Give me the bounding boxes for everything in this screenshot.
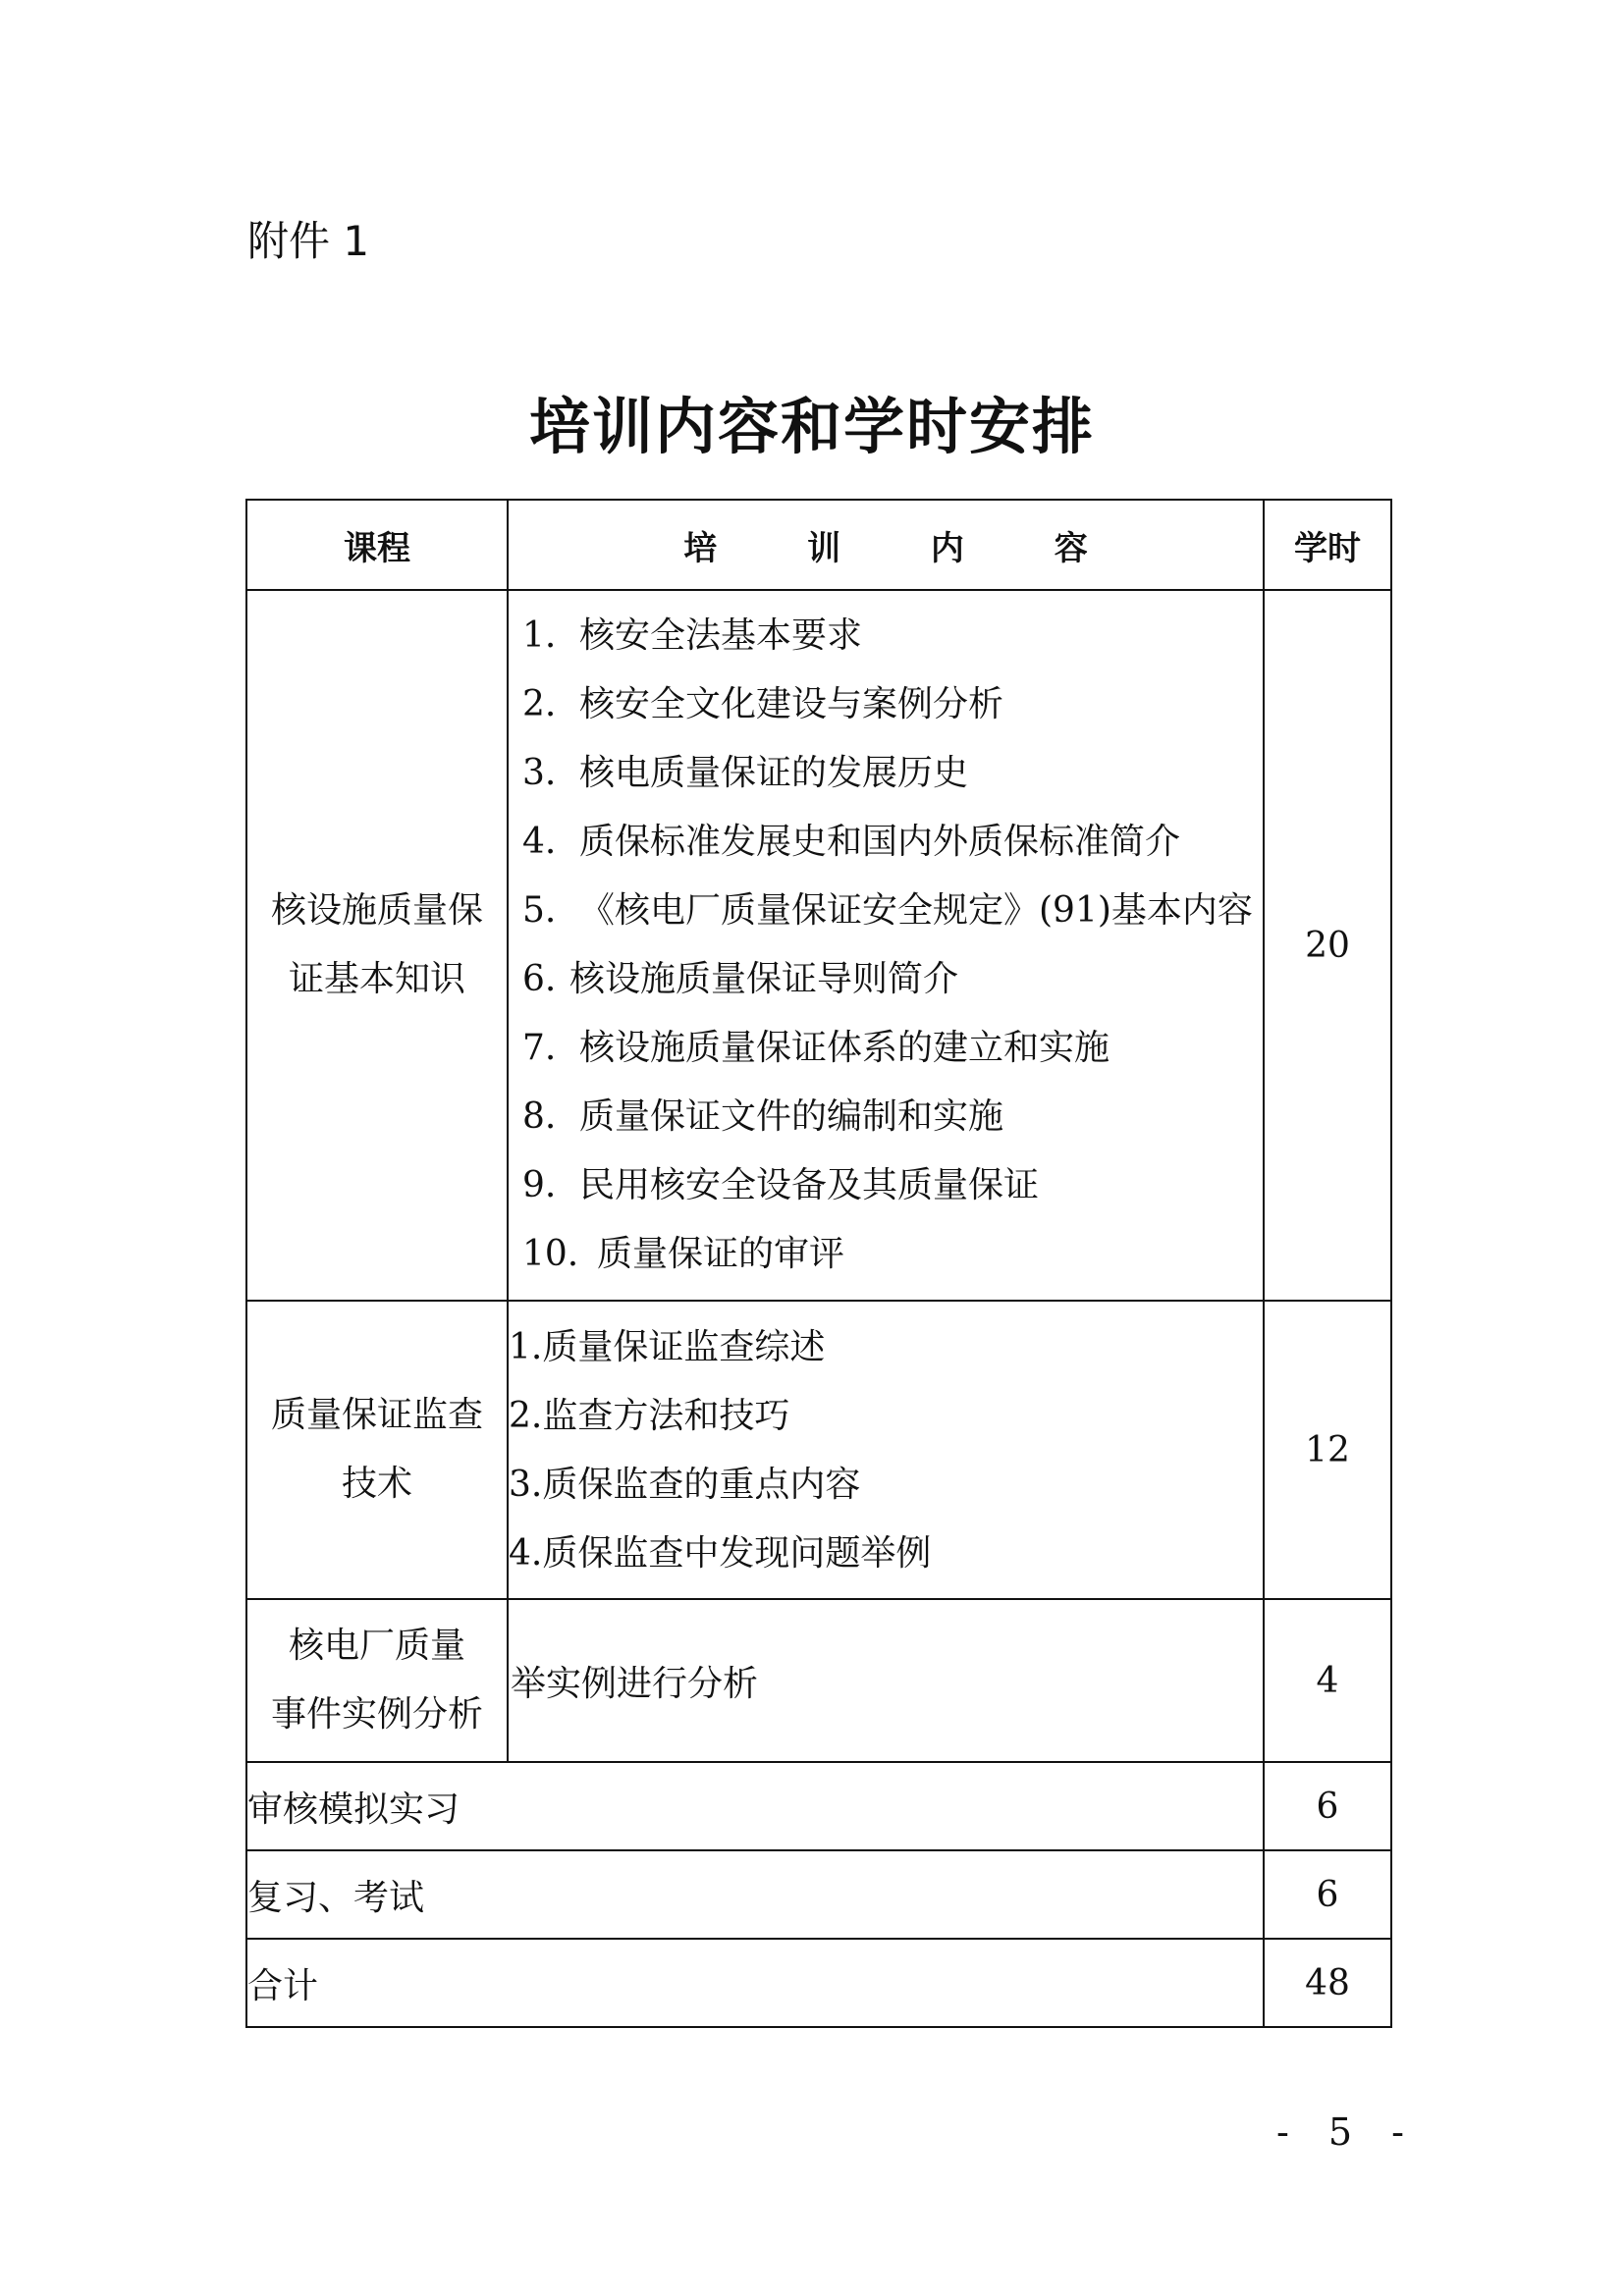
total-hours: 48 [1264, 1939, 1391, 2027]
hours-cell: 6 [1264, 1850, 1391, 1939]
course-line: 核设施质量保 [270, 890, 483, 931]
list-item: 2.监查方法和技巧 [509, 1396, 790, 1436]
course-line: 事件实例分析 [270, 1694, 483, 1735]
hours-cell: 4 [1264, 1599, 1391, 1762]
list-item: 5. 《核电厂质量保证安全规定》(91)基本内容 [522, 890, 1253, 931]
course-cell [246, 1599, 508, 1762]
total-label: 合计 [246, 1939, 1264, 2027]
table-row-total [246, 1939, 1391, 2027]
header-course: 课程 [246, 500, 508, 590]
course-cell [246, 1301, 508, 1599]
hours-cell: 12 [1264, 1301, 1391, 1599]
content-cell [508, 1599, 1264, 1762]
table-row [246, 1850, 1391, 1939]
page-number: - 5 - [1276, 2110, 1419, 2154]
course-line: 证基本知识 [288, 959, 465, 999]
list-item: 1.质量保证监查综述 [509, 1327, 826, 1367]
content-cell [508, 1301, 1264, 1599]
list-item: 10. 质量保证的审评 [522, 1234, 845, 1274]
table-row [246, 1762, 1391, 1850]
list-item: 4. 质保标准发展史和国内外质保标准简介 [522, 822, 1181, 862]
table-header-row [246, 500, 1391, 590]
content-list [509, 1302, 1263, 1598]
list-item: 3.质保监查的重点内容 [509, 1465, 861, 1505]
list-item: 4.质保监查中发现问题举例 [509, 1533, 932, 1574]
course-cell: 复习、考试 [246, 1850, 1264, 1939]
course-line: 核电厂质量 [288, 1626, 465, 1666]
list-item: 8. 质量保证文件的编制和实施 [522, 1096, 1004, 1137]
table-row [246, 1301, 1391, 1599]
list-item: 6. 核设施质量保证导则简介 [522, 959, 959, 999]
course-line: 技术 [341, 1464, 412, 1504]
table-row [246, 590, 1391, 1301]
table-row [246, 1599, 1391, 1762]
page-title: 培训内容和学时安排 [528, 391, 1095, 462]
attachment-label: 附件 1 [247, 217, 370, 265]
list-item: 9. 民用核安全设备及其质量保证 [522, 1165, 1040, 1205]
header-content: 培 训 内 容 [508, 500, 1264, 590]
hours-cell: 20 [1264, 590, 1391, 1301]
hours-cell: 6 [1264, 1762, 1391, 1850]
course-cell [246, 590, 508, 1301]
list-item: 2. 核安全文化建设与案例分析 [522, 684, 1004, 724]
header-hours: 学时 [1264, 500, 1391, 590]
list-item: 3. 核电质量保证的发展历史 [522, 753, 969, 793]
course-line: 质量保证监查 [270, 1395, 483, 1435]
course-cell: 审核模拟实习 [246, 1762, 1264, 1850]
training-schedule-table [245, 499, 1392, 2028]
list-item: 7. 核设施质量保证体系的建立和实施 [522, 1028, 1110, 1068]
content-cell [508, 590, 1264, 1301]
content-list [509, 592, 1263, 1299]
list-item: 1. 核安全法基本要求 [522, 615, 863, 656]
content-text: 举实例进行分析 [511, 1663, 759, 1704]
